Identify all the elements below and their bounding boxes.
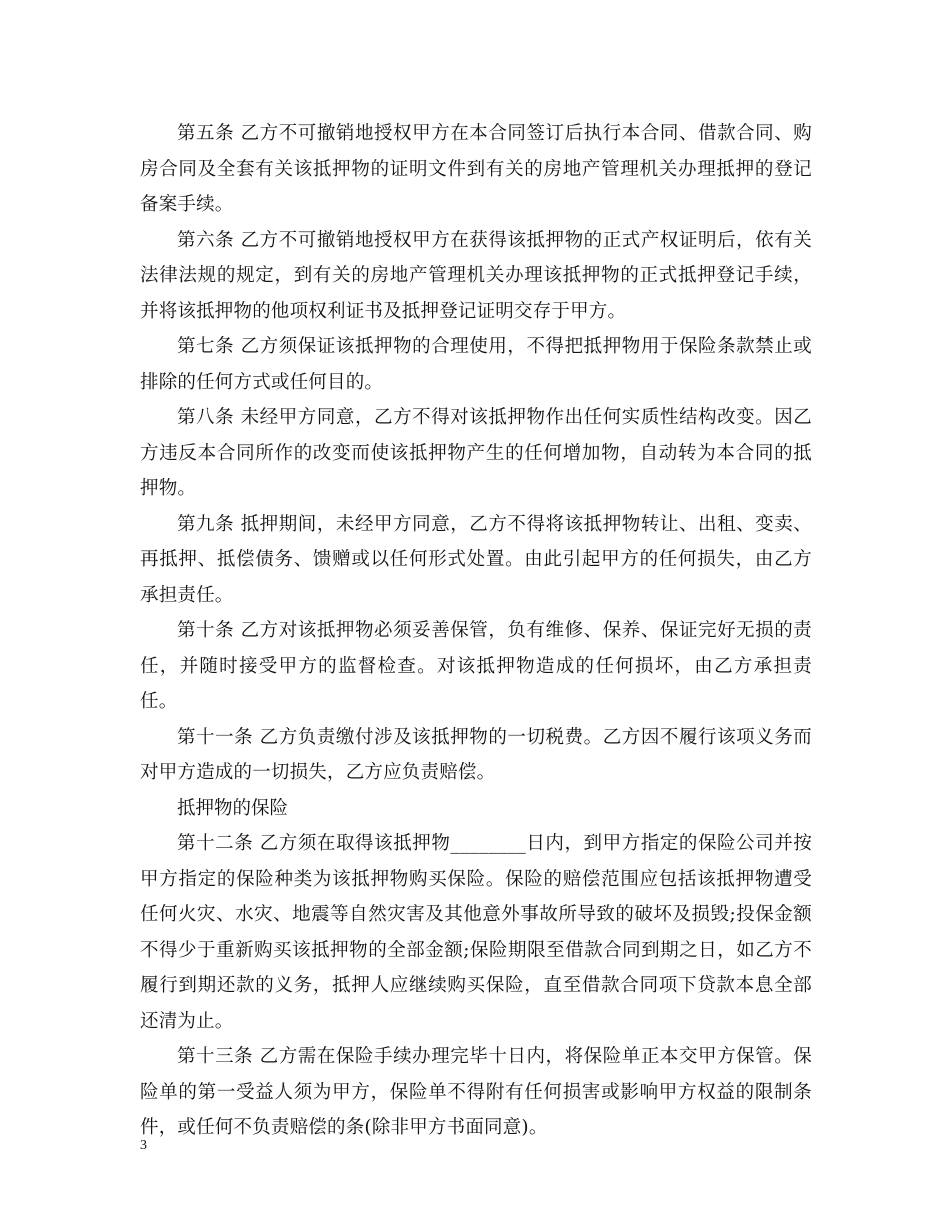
article-5-paragraph: 第五条 乙方不可撤销地授权甲方在本合同签订后执行本合同、借款合同、购房合同及全套有关该抵押物的证明文件到有关的房地产管理机关办理抵押的登记备案手续。 — [140, 123, 812, 215]
article-13-paragraph: 第十三条 乙方需在保险手续办理完毕十日内，将保险单正本交甲方保管。保险单的第一受益人须为甲方，保险单不得附有任何损害或影响甲方权益的限制条件，或任何不负责赔偿的条(除非甲方书面同意)。 — [140, 1046, 812, 1138]
article-11-paragraph: 第十一条 乙方负责缴付涉及该抵押物的一切税费。乙方因不履行该项义务而对甲方造成的一切损失，乙方应负责赔偿。 — [140, 726, 812, 783]
document-body — [140, 116, 812, 1146]
section-heading: 抵押物的保险 — [177, 797, 289, 819]
article-6-paragraph: 第六条 乙方不可撤销地授权甲方在获得该抵押物的正式产权证明后，依有关法律法规的规定，到有关的房地产管理机关办理该抵押物的正式抵押登记手续，并将该抵押物的他项权利证书及抵押登记证明交存于甲方。 — [140, 229, 812, 322]
article-10-paragraph: 第十条 乙方对该抵押物必须妥善保管，负有维修、保养、保证完好无损的责任，并随时接受甲方的监督检查。对该抵押物造成的任何损坏，由乙方承担责任。 — [140, 620, 812, 712]
article-9-paragraph: 第九条 抵押期间，未经甲方同意，乙方不得将该抵押物转让、出租、变卖、再抵押、抵偿债务、馈赠或以任何形式处置。由此引起甲方的任何损失，由乙方承担责任。 — [140, 513, 812, 606]
article-12-paragraph: 第十二条 乙方须在取得该抵押物________日内，到甲方指定的保险公司并按甲方指定的保险种类为该抵押物购买保险。保险的赔偿范围应包括该抵押物遭受任何火灾、水灾、地震等自然灾害及其他意外事故所导致的破坏及损毁;投保金额不得少于重新购买该抵押物的全部金额;保险期限至借款合同到期之日，如乙方不履行到期还款的义务，抵押人应继续购买保险，直至借款合同项下贷款本息全部还清为止。 — [140, 833, 812, 1032]
article-8-paragraph: 第八条 未经甲方同意，乙方不得对该抵押物作出任何实质性结构改变。因乙方违反本合同所作的改变而使该抵押物产生的任何增加物，自动转为本合同的抵押物。 — [140, 407, 812, 499]
page-number: 3 — [140, 1138, 147, 1153]
article-7-paragraph: 第七条 乙方须保证该抵押物的合理使用，不得把抵押物用于保险条款禁止或排除的任何方式或任何目的。 — [140, 336, 812, 393]
